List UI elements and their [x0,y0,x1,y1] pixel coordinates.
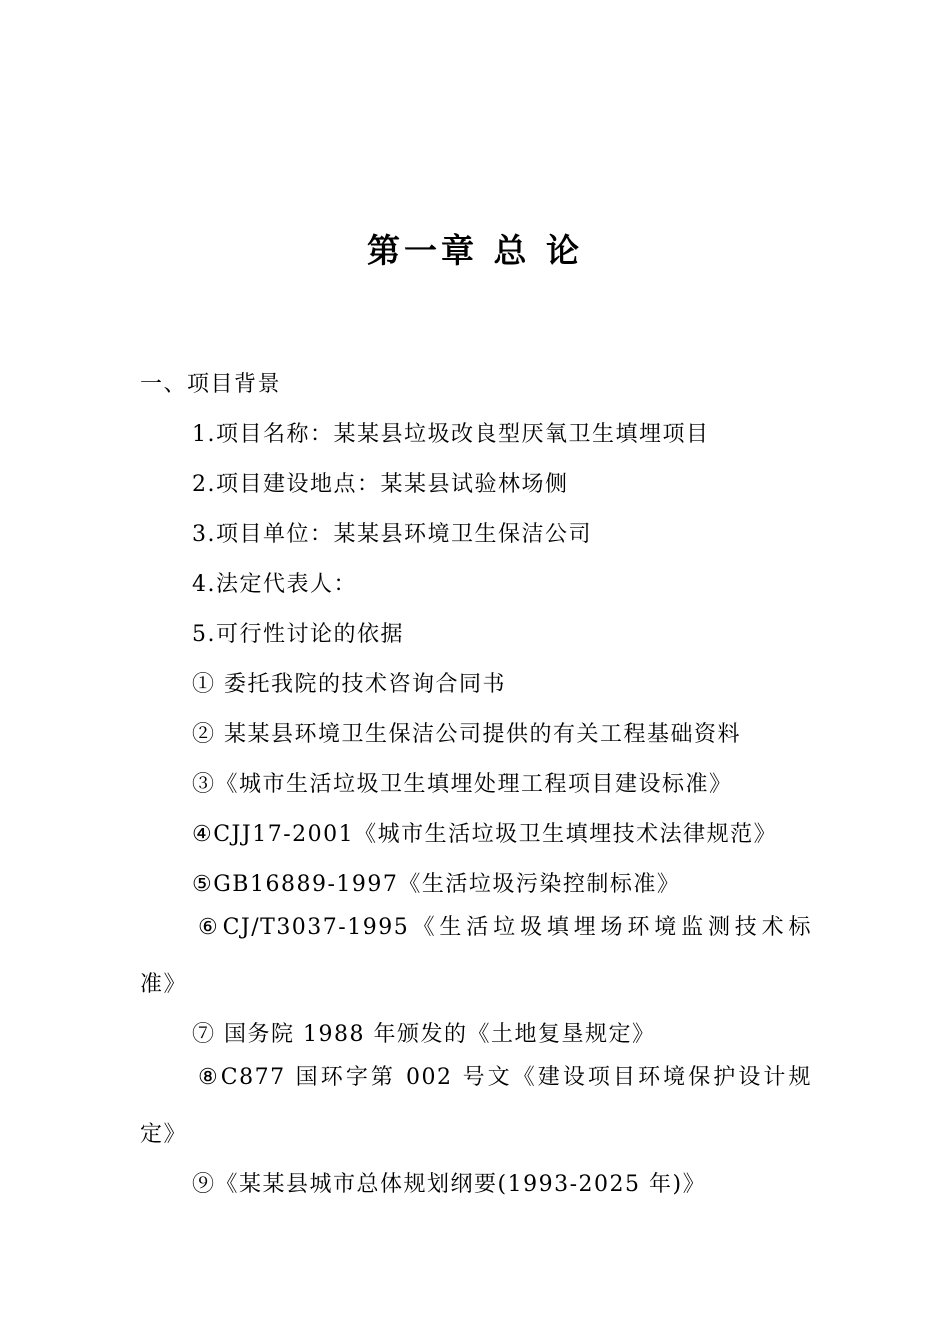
basis-item-5: ⑤GB16889-1997《生活垃圾污染控制标准》 [192,872,681,897]
basis-item-6-line-1: ⑥CJ/T3037-1995《生活垃圾填埋场环境监测技术标 [198,915,812,940]
basis-item-1: ① 委托我院的技术咨询合同书 [192,672,506,697]
chapter-title: 第一章 总 论 [367,231,583,270]
basis-item-2: ② 某某县环境卫生保洁公司提供的有关工程基础资料 [192,722,741,747]
document-body [140,360,812,1210]
basis-item-3: ③《城市生活垃圾卫生填埋处理工程项目建设标准》 [192,772,733,797]
basis-item-9: ⑨《某某县城市总体规划纲要(1993-2025 年)》 [192,1172,707,1197]
basis-item-6-line-2: 准》 [140,972,188,997]
basis-item-8-line-1: ⑧C877 国环字第 002 号文《建设项目环境保护设计规 [198,1065,812,1090]
item-project-location: 2.项目建设地点：某某县试验林场侧 [192,472,569,497]
item-feasibility-basis: 5.可行性讨论的依据 [192,622,404,647]
basis-item-4: ④CJJ17-2001《城市生活垃圾卫生填埋技术法律规范》 [192,822,778,847]
item-project-unit: 3.项目单位：某某县环境卫生保洁公司 [192,522,592,547]
section-heading: 一、项目背景 [140,372,282,397]
basis-item-8-line-2: 定》 [140,1122,188,1147]
basis-item-7: ⑦ 国务院 1988 年颁发的《土地复垦规定》 [192,1022,656,1047]
item-legal-representative: 4.法定代表人： [192,572,357,597]
item-project-name: 1.项目名称：某某县垃圾改良型厌氧卫生填埋项目 [192,422,710,447]
